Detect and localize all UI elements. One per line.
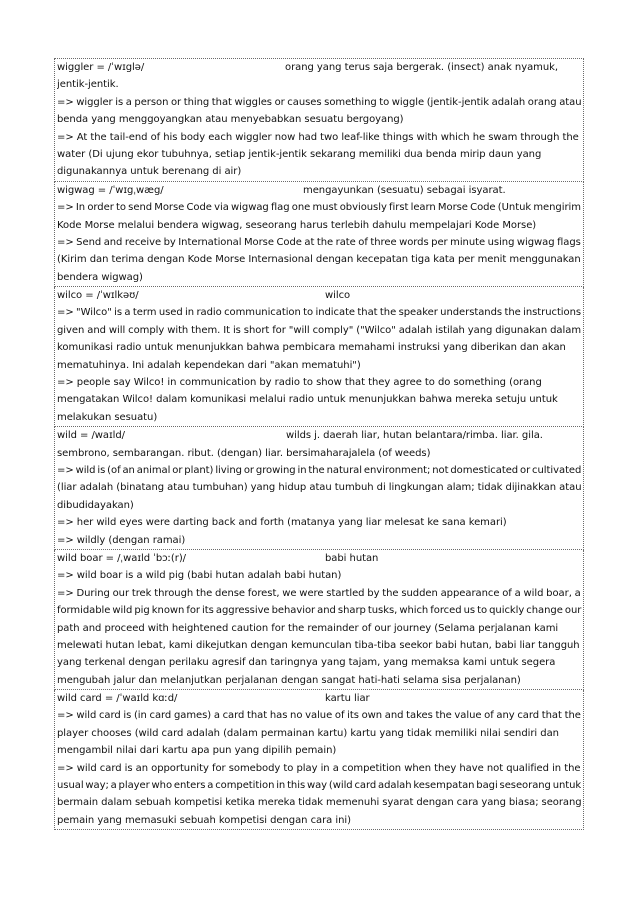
- entry-line: => At the tail-end of his body each wiggler now had two leaf-like things with which he swam through the: [57, 131, 579, 143]
- entry-line: => wildly (dengan ramai): [57, 534, 186, 546]
- glossary-entry-wild: [54, 427, 584, 550]
- meaning: mengayunkan (sesuatu) sebagai isyarat.: [303, 184, 506, 196]
- entry-line: pemain yang memasuki sebuah kompetisi dengan cara ini): [57, 814, 351, 826]
- entry-line: mengatakan Wilco! dalam komunikasi melalui radio untuk menunjukkan bahwa mereka setuju untuk: [57, 394, 558, 406]
- entry-line: melewati hutan lebat, kami dikejutkan dengan kemunculan tiba-tiba seekor babi hutan, babi liar tangguh: [57, 639, 580, 651]
- entry-line: (Kirim dan terima dengan Kode Morse Internasional dengan kecepatan tiga kata per menit menggunakan: [57, 254, 581, 266]
- headword: wild card = /ˈwaɪld kɑːd/: [57, 693, 178, 705]
- meaning: wilds j. daerah liar, hutan belantara/rimba. liar. gila.: [286, 430, 543, 442]
- entry-line: given and will comply with them. It is short for "will comply" ("Wilco" adalah istilah yang digunakan dalam: [57, 324, 582, 336]
- entry-line: water (Di ujung ekor tubuhnya, setiap jentik-jentik sekarang memiliki dua benda mirip daun yang: [57, 148, 542, 160]
- glossary-entry-wiggler: [54, 59, 584, 182]
- entry-line: formidable wild pig known for its aggressive behavior and sharp tusks, which forced us to quickly change our: [57, 605, 582, 617]
- headword: wigwag = /ˈwɪgˌwæg/: [57, 184, 164, 196]
- entry-line: yang terkenal dengan perilaku agresif dan taringnya yang tajam, yang memaksa kami untuk segera: [57, 657, 556, 669]
- entry-line: => wiggler is a person or thing that wiggles or causes something to wiggle (jentik-jentik adalah orang atau: [57, 96, 582, 108]
- entry-line: => wild card is an opportunity for somebody to play in a competition when they have not qualified in the: [57, 762, 581, 774]
- entry-line: sembrono, sembarangan. ribut. (dengan) liar. bersimaharajalela (of weeds): [57, 447, 431, 459]
- entry-line: dibudidayakan): [57, 499, 134, 511]
- entry-line: mengubah jalur dan melanjutkan perjalanan dengan sangat hati-hati selama sisa perjalanan): [57, 674, 521, 686]
- entry-line: player chooses (wild card adalah (dalam permainan kartu) kartu yang tidak memiliki nilai sendiri dan: [57, 727, 559, 739]
- entry-line: => wild boar is a wild pig (babi hutan adalah babi hutan): [57, 570, 342, 582]
- headword: wilco = /ˈwɪlkəʊ/: [57, 290, 139, 302]
- entry-header: [57, 427, 582, 444]
- entry-line: path and proceed with heightened caution for the remainder of our journey (Selama perjalanan kami: [57, 622, 559, 634]
- entry-line: bendera wigwag): [57, 271, 143, 283]
- entry-line: => In order to send Morse Code via wigwag flag one must obviously first learn Morse Code (Untuk mengirim: [57, 202, 581, 214]
- entry-line: => wild is (of an animal or plant) living or growing in the natural environment; not domesticated or cultivated: [57, 464, 582, 476]
- entry-line: melakukan sesuatu): [57, 411, 158, 423]
- entry-line: komunikasi radio untuk menunjukkan bahwa pembicara memahami instruksi yang diberikan dan akan: [57, 342, 566, 354]
- entry-line: mengambil nilai dari kartu apa pun yang dipilih pemain): [57, 745, 337, 757]
- meaning: kartu liar: [325, 693, 370, 705]
- entry-header: [57, 690, 582, 707]
- entry-line: => Send and receive by International Morse Code at the rate of three words per minute using wigwag flags: [57, 236, 581, 248]
- entry-line: jentik-jentik.: [57, 79, 119, 91]
- entry-line: digunakannya untuk berenang di air): [57, 166, 242, 178]
- headword: wiggler = /ˈwɪglə/: [57, 62, 145, 73]
- entry-header: [57, 182, 582, 199]
- entry-line: benda yang menggoyangkan atau menyebabkan sesuatu bergoyang): [57, 114, 404, 126]
- meaning: babi hutan: [325, 552, 379, 564]
- entry-line: => "Wilco" is a term used in radio communication to indicate that the speaker understands the instructions: [57, 307, 582, 319]
- meaning: orang yang terus saja bergerak. (insect) anak nyamuk,: [285, 62, 559, 73]
- entry-line: => her wild eyes were darting back and forth (matanya yang liar melesat ke sana kemari): [57, 517, 507, 529]
- entry-header: [57, 550, 582, 567]
- entry-header: [57, 287, 582, 304]
- entry-line: => people say Wilco! in communication by radio to show that they agree to do something (orang: [57, 377, 542, 389]
- entry-line: bermain dalam sebuah kompetisi ketika mereka tidak memenuhi syarat dengan cara yang biasa; seorang: [57, 797, 582, 809]
- meaning: wilco: [325, 290, 351, 302]
- glossary-entry-wigwag: [54, 182, 584, 287]
- headword: wild = /waɪld/: [57, 430, 126, 442]
- glossary-entry-wilco: [54, 287, 584, 427]
- entry-header: [57, 59, 582, 76]
- entry-line: mematuhinya. Ini adalah kependekan dari "akan mematuhi"): [57, 359, 361, 371]
- entry-line: => During our trek through the dense forest, we were startled by the sudden appearance of a wild boar, a: [57, 587, 581, 599]
- headword: wild boar = /ˌwaɪld ˈbɔː(r)/: [57, 552, 186, 564]
- entry-line: => wild card is (in card games) a card that has no value of its own and takes the value of any card that the: [57, 710, 581, 722]
- entry-line: Kode Morse melalui bendera wigwag, seseorang harus terlebih dahulu mempelajari Kode Morse): [57, 219, 537, 231]
- glossary-table: [54, 58, 584, 830]
- glossary-entry-wild-card: [54, 690, 584, 830]
- glossary-entry-wild-boar: [54, 550, 584, 690]
- entry-line: usual way; a player who enters a competition in this way (wild card adalah kesempatan bagi seseorang untuk: [57, 780, 582, 792]
- entry-line: (liar adalah (binatang atau tumbuhan) yang hidup atau tumbuh di lingkungan alam; tidak dijinakkan atau: [57, 482, 582, 494]
